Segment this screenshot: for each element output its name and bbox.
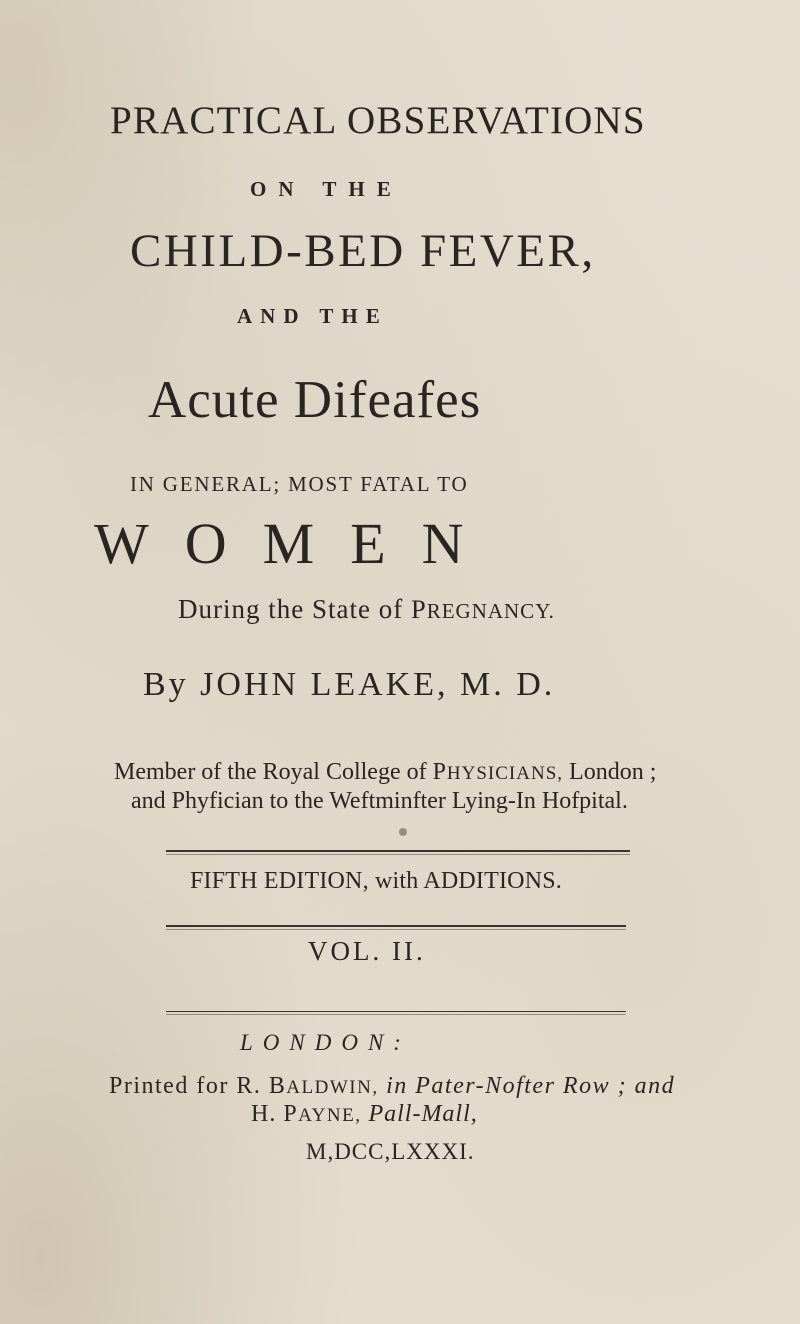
title-line-during-pregnancy	[178, 594, 555, 625]
title-line-child-bed-fever: CHILD-BED FEVER,	[130, 225, 596, 277]
affiliation-text-a: Member of the Royal College of	[114, 759, 433, 785]
affiliation-line-2: and Phyfician to the Weftminfter Lying-In Hofpital.	[131, 788, 628, 814]
imprint-line-1	[109, 1073, 675, 1100]
during-text: During the State of	[178, 594, 411, 624]
date-line: M,DCC,LXXXI.	[306, 1139, 475, 1164]
imprint-text-baldwin: BALDWIN,	[268, 1073, 379, 1099]
place-line: LONDON:	[240, 1030, 411, 1055]
rule-divider-1	[166, 850, 630, 852]
imprint-text-h: H.	[251, 1101, 284, 1127]
pregnancy-text: PREGNANCY.	[410, 594, 555, 624]
title-line-women: WOMEN	[94, 511, 500, 576]
rule-divider-3	[166, 1011, 626, 1012]
imprint-text-payne: PAYNE,	[283, 1101, 362, 1127]
title-line-practical-observations: PRACTICAL OBSERVATIONS	[110, 99, 646, 142]
author-line: By JOHN LEAKE, M. D.	[143, 666, 556, 703]
imprint-text-pater-noster: in Pater-Nofter Row ; and	[378, 1073, 676, 1099]
imprint-line-2	[251, 1101, 478, 1128]
title-line-and-the: AND THE	[237, 304, 388, 328]
imprint-text-pall-mall: Pall-Mall,	[361, 1101, 478, 1127]
volume-line: VOL. II.	[308, 936, 426, 966]
affiliation-text-physicians: PHYSICIANS,	[432, 759, 564, 785]
edition-line: FIFTH EDITION, with ADDITIONS.	[190, 868, 562, 894]
title-line-in-general: IN GENERAL; MOST FATAL TO	[130, 472, 469, 496]
rule-divider-2	[166, 925, 626, 927]
imprint-text-printed-for: Printed for R.	[109, 1073, 269, 1099]
title-line-on-the: ON THE	[250, 177, 403, 201]
title-line-acute-diseases: Acute Difeafes	[148, 371, 482, 429]
ornament-dot	[399, 828, 407, 836]
affiliation-text-london: London ;	[563, 759, 657, 785]
affiliation-line-1	[114, 759, 656, 786]
